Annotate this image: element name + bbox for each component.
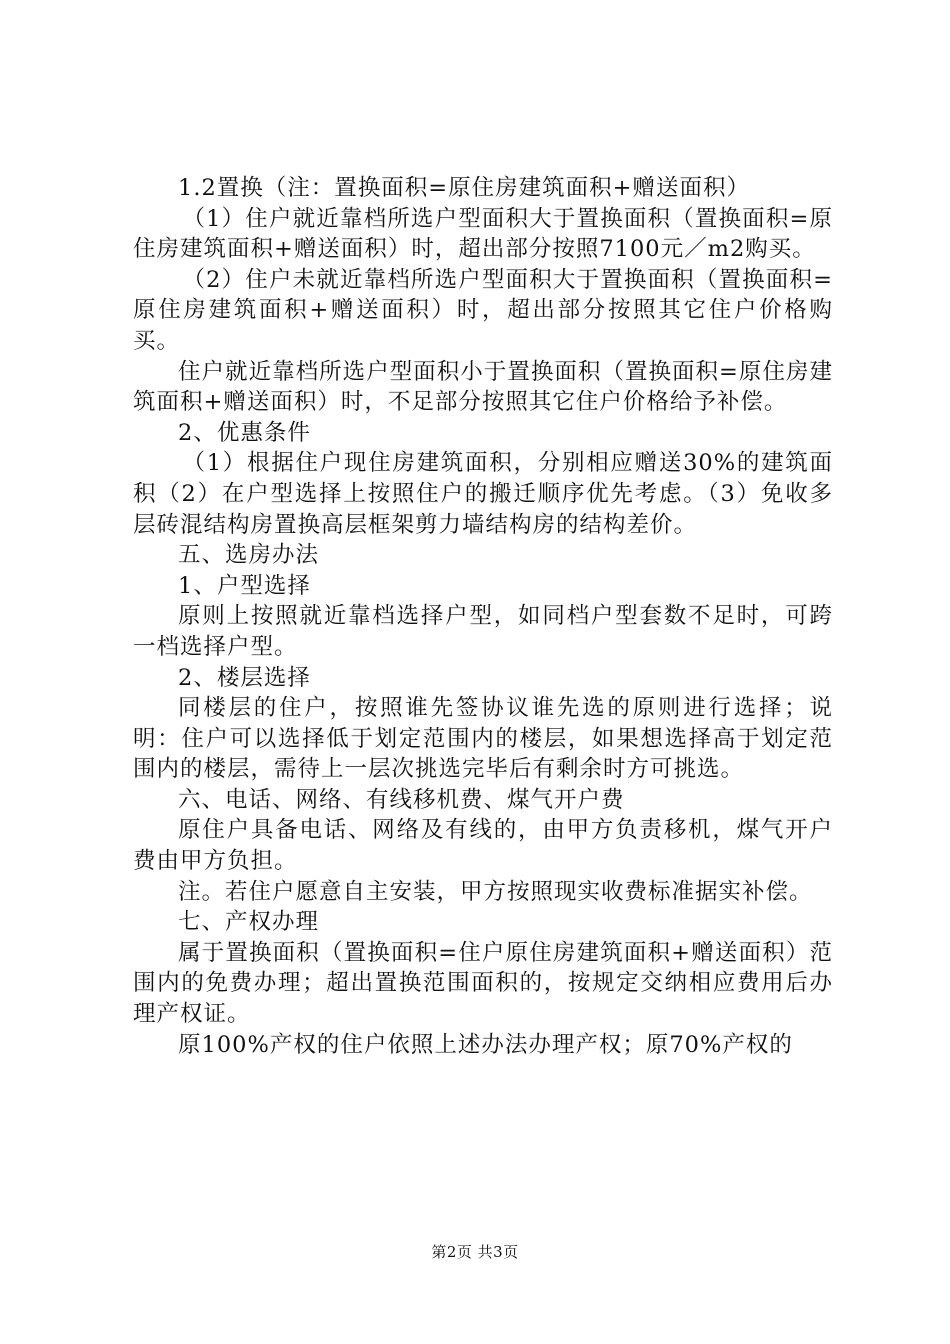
paragraph-utilities-note: 注。若住户愿意自主安装，甲方按照现实收费标准据实补偿。 — [178, 878, 813, 905]
paragraph-unit-type-heading: 1、户型选择 — [178, 572, 311, 599]
paragraph-floor-heading: 2、楼层选择 — [178, 664, 311, 691]
paragraph-property-rights-continued: 原100%产权的住户依照上述办法办理产权；原70%产权的 — [178, 1031, 793, 1058]
paragraph-replacement-rule-3: 住户就近靠档所选户型面积小于置换面积（置换面积=原住房建筑面积+赠送面积）时，不足部分按照其它住户价格给予补偿。 — [133, 358, 833, 416]
paragraph-replacement-rule-1: （1）住户就近靠档所选户型面积大于置换面积（置换面积=原住房建筑面积+赠送面积）时，超出部分按照7100元／m2购买。 — [133, 205, 833, 263]
paragraph-unit-type-rule: 原则上按照就近靠档选择户型，如同档户型套数不足时，可跨一档选择户型。 — [133, 603, 833, 660]
document-body — [133, 173, 833, 1060]
paragraph-section-six-heading: 六、电话、网络、有线移机费、煤气开户费 — [178, 786, 625, 813]
paragraph-discount-terms: （1）根据住户现住房建筑面积，分别相应赠送30%的建筑面积（2）在户型选择上按照住户的搬迁顺序优先考虑。（3）免收多层砖混结构房置换高层框架剪力墙结构房的结构差价。 — [133, 450, 833, 538]
paragraph-discount-heading: 2、优惠条件 — [178, 419, 311, 446]
paragraph-section-seven-heading: 七、产权办理 — [178, 909, 320, 936]
paragraph-utilities-rule: 原住户具备电话、网络及有线的，由甲方负责移机，煤气开户费由甲方负担。 — [133, 817, 833, 875]
paragraph-property-rights-rule: 属于置换面积（置换面积=住户原住房建筑面积+赠送面积）范围内的免费办理；超出置换范围面积的，按规定交纳相应费用后办理产权证。 — [133, 939, 833, 1028]
paragraph-replacement-rule-2: （2）住户未就近靠档所选户型面积大于置换面积（置换面积=原住房建筑面积+赠送面积）时，超出部分按照其它住户价格购买。 — [133, 266, 833, 354]
page-number-footer: 第2页 共3页 — [431, 1243, 519, 1261]
paragraph-floor-rule: 同楼层的住户，按照谁先签协议谁先选的原则进行选择；说明：住户可以选择低于划定范围内的楼层，如果想选择高于划定范围内的楼层，需待上一层次挑选完毕后有剩余时方可挑选。 — [133, 695, 833, 783]
paragraph-section-five-heading: 五、选房办法 — [178, 542, 320, 569]
paragraph-replacement-heading: 1.2置换（注：置换面积=原住房建筑面积+赠送面积） — [178, 175, 750, 201]
